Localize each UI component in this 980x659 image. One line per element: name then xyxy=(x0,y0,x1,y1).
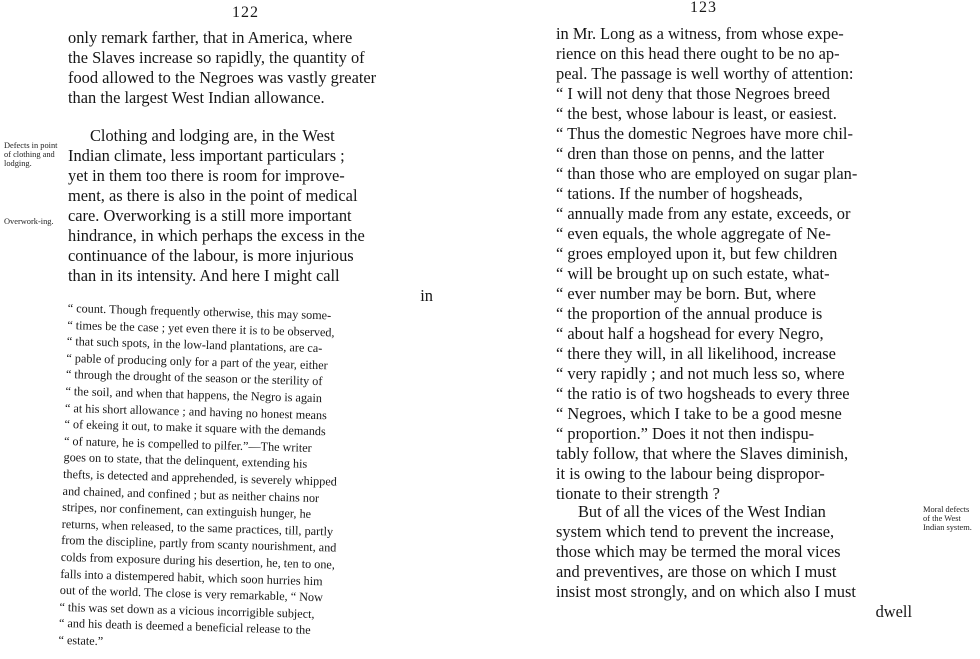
text-line: rience on this head there ought to be no ap- xyxy=(556,44,840,63)
footnote-line: “ of ekeing it out, to make it square with the demands xyxy=(64,417,326,439)
footnote-line: “ through the drought of the season or the sterility of xyxy=(65,367,323,389)
text-line: and preventives, are those on which I must xyxy=(556,562,837,581)
footnote-line: “ this was set down as a vicious incorrigible subject, xyxy=(59,599,315,621)
footnote-line: “ count. Though frequently otherwise, this may some- xyxy=(67,300,332,323)
footnote-line: colds from exposure during his desertion, he, ten to one, xyxy=(60,549,336,572)
text-line: “ about half a hogshead for every Negro, xyxy=(556,324,824,343)
text-line: “ there they will, in all likelihood, increase xyxy=(556,344,836,363)
footnote xyxy=(58,300,448,659)
margin-note-clothing: Defects in point of clothing and lodging. xyxy=(4,141,58,169)
text-line: “ proportion.” Does it not then indispu- xyxy=(556,424,815,443)
text-line: “ the proportion of the annual produce is xyxy=(556,304,823,323)
paragraph-3 xyxy=(556,24,912,504)
footnote-line: “ at his short allowance ; and having no honest means xyxy=(64,400,328,422)
footnote-line: thefts, is detected and apprehended, is severely whipped xyxy=(62,466,338,489)
text-line: dwell xyxy=(875,602,912,621)
text-line: “ dren than those on penns, and the latter xyxy=(556,144,825,163)
footnote-line: goes on to state, that the delinquent, extending his xyxy=(63,450,308,472)
text-line: “ tations. If the number of hogsheads, xyxy=(556,184,803,203)
text-line: tionate to their strength ? xyxy=(556,484,720,503)
page-number: 122 xyxy=(232,4,259,21)
paragraph-2 xyxy=(68,126,433,306)
left-page xyxy=(0,0,490,648)
footnote-line: “ of nature, he is compelled to pilfer.”—The writer xyxy=(63,433,312,455)
paragraph-1 xyxy=(68,28,428,108)
footnote-line: falls into a distempered habit, which soon hurries him xyxy=(60,566,323,588)
text-line: “ than those who are employed on sugar plan- xyxy=(556,164,858,183)
text-line: “ Thus the domestic Negroes have more chil- xyxy=(556,124,853,143)
text-line: those which may be termed the moral vices xyxy=(556,542,841,561)
text-line: “ I will not deny that those Negroes breed xyxy=(556,84,831,103)
text-line: it is owing to the labour being dispropor- xyxy=(556,464,825,483)
text-line: “ annually made from any estate, exceeds, or xyxy=(556,204,851,223)
footnote-line: from the discipline, partly from scanty nourishment, and xyxy=(61,533,337,555)
text-line: “ will be brought up on such estate, what- xyxy=(556,264,830,283)
text-line: Indian climate, less important particulars ; xyxy=(68,146,345,165)
footnote-line: “ that such spots, in the low-land plantations, are ca- xyxy=(66,334,323,356)
text-line: “ very rapidly ; and not much less so, where xyxy=(556,364,845,383)
text-line: continuance of the labour, is more injurious xyxy=(68,246,354,265)
footnote-line: out of the world. The close is very remarkable, “ Now xyxy=(59,582,324,605)
text-line: “ the ratio is of two hogsheads to every three xyxy=(556,384,850,403)
text-line: insist most strongly, and on which also I must xyxy=(556,582,856,601)
text-line: “ Negroes, which I take to be a good mesne xyxy=(556,404,842,423)
text-line: “ groes employed upon it, but few children xyxy=(556,244,838,263)
footnote-line: “ times be the case ; yet even there it is to be observed, xyxy=(67,317,335,340)
paragraph-4 xyxy=(556,502,912,622)
footnote-line: stripes, nor confinement, can extinguish hunger, he xyxy=(62,500,312,521)
right-page xyxy=(490,0,980,638)
text-line: Clothing and lodging are, in the West xyxy=(90,126,335,145)
text-line: the Slaves increase so rapidly, the quantity of xyxy=(68,48,365,67)
footnote-line: returns, when released, to the same practices, till, partly xyxy=(61,516,334,539)
text-line: hindrance, in which perhaps the excess in the xyxy=(68,226,365,245)
text-line: “ the best, whose labour is least, or easiest. xyxy=(556,104,837,123)
margin-note-moral-defects: Moral defects of the West Indian system. xyxy=(923,505,972,533)
page-number: 123 xyxy=(690,0,717,16)
text-line: care. Overworking is a still more important xyxy=(68,206,352,225)
margin-note-overworking: Overwork-ing. xyxy=(4,217,54,226)
footnote-line: and chained, and confined ; but as neither chains nor xyxy=(62,483,320,505)
text-line: food allowed to the Negroes was vastly greater xyxy=(68,68,377,87)
text-line: tably follow, that where the Slaves diminish, xyxy=(556,444,849,463)
text-line: system which tend to prevent the increase, xyxy=(556,522,835,541)
text-line: in xyxy=(420,286,433,305)
text-line: But of all the vices of the West Indian xyxy=(578,502,826,521)
footnote-line: “ the soil, and when that happens, the Negro is again xyxy=(65,383,323,406)
footnote-line: “ estate.” xyxy=(58,632,104,648)
text-line: “ even equals, the whole aggregate of Ne- xyxy=(556,224,831,243)
text-line: only remark farther, that in America, where xyxy=(68,28,353,47)
text-line: than the largest West Indian allowance. xyxy=(68,88,325,107)
text-line: ment, as there is also in the point of medical xyxy=(68,186,358,205)
text-line: “ ever number may be born. But, where xyxy=(556,284,816,303)
text-line: than in its intensity. And here I might call xyxy=(68,266,340,285)
text-line: in Mr. Long as a witness, from whose expe- xyxy=(556,24,844,43)
text-line: peal. The passage is well worthy of attention: xyxy=(556,64,854,83)
text-line: yet in them too there is room for improve- xyxy=(68,166,345,185)
footnote-line: “ and his death is deemed a beneficial release to the xyxy=(58,616,311,638)
footnote-line: “ pable of producing only for a part of the year, either xyxy=(66,350,328,373)
